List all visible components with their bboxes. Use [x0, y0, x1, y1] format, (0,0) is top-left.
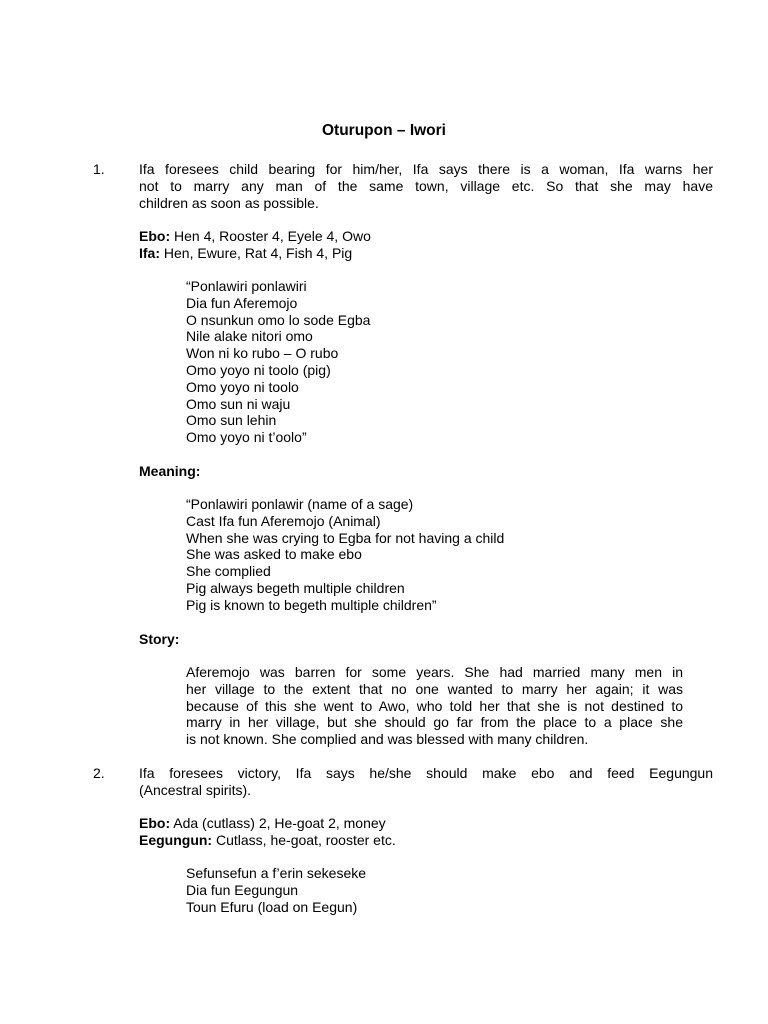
section-2-number: 2.	[93, 765, 105, 781]
meaning-line: She was asked to make ebo	[186, 546, 362, 563]
ebo-label: Ebo:	[139, 815, 171, 831]
section-1-number: 1.	[93, 161, 105, 177]
ebo-value: Ada (cutlass) 2, He-goat 2, money	[170, 815, 386, 831]
verse-line: O nsunkun omo lo sode Egba	[186, 311, 371, 328]
section-1-story	[186, 664, 683, 748]
ebo-label: Ebo:	[139, 228, 171, 244]
story-line: marry in her village, but she should go far from the place to a place she	[186, 714, 683, 731]
intro-line: Ifa foresees victory, Ifa says he/she should make ebo and feed Eegungun	[139, 765, 713, 781]
section-1-offerings	[139, 228, 371, 262]
eegungun-value: Cutlass, he-goat, rooster etc.	[212, 831, 396, 848]
ifa-row	[139, 245, 371, 262]
verse-line: Omo yoyo ni toolo	[186, 378, 299, 395]
ifa-value: Hen, Ewure, Rat 4, Fish 4, Pig	[160, 244, 353, 261]
verse-line: Dia fun Aferemojo	[186, 294, 298, 311]
ebo-value: Hen 4, Rooster 4, Eyele 4, Owo	[170, 228, 371, 244]
section-2-offerings	[139, 815, 396, 849]
page-title: Oturupon – Iwori	[322, 122, 446, 139]
verse-line: Sefunsefun a f’erin sekeseke	[186, 865, 367, 881]
ebo-row	[139, 815, 396, 832]
story-line: Aferemojo was barren for some years. She had married many men in	[186, 664, 683, 680]
meaning-line: When she was crying to Egba for not having a child	[186, 529, 505, 546]
intro-line: not to marry any man of the same town, village etc. So that she may have	[139, 177, 713, 194]
meaning-line: Pig always begeth multiple children	[186, 579, 405, 596]
meaning-line: Cast Ifa fun Aferemojo (Animal)	[186, 512, 381, 529]
verse-line: Won ni ko rubo – O rubo	[186, 345, 339, 362]
verse-line: Omo yoyo ni toolo (pig)	[186, 361, 331, 378]
eegungun-row	[139, 832, 396, 849]
verse-line: Toun Efuru (load on Eegun)	[186, 898, 358, 915]
story-line: because of this she went to Awo, who told her that she is not destined to	[186, 697, 683, 714]
verse-line: Nile alake nitori omo	[186, 328, 313, 345]
story-line: is not known. She complied and was blessed with many children.	[186, 731, 589, 748]
ebo-row	[139, 228, 371, 245]
intro-line: Ifa foresees child bearing for him/her, Ifa says there is a woman, Ifa warns her	[139, 161, 713, 177]
verse-line: Omo sun lehin	[186, 412, 277, 429]
story-heading: Story:	[139, 631, 180, 647]
meaning-heading: Meaning:	[139, 463, 201, 479]
meaning-line: Pig is known to begeth multiple children”	[186, 596, 437, 613]
meaning-line: “Ponlawiri ponlawir (name of a sage)	[186, 496, 414, 512]
verse-line: “Ponlawiri ponlawiri	[186, 278, 307, 294]
section-2-verse	[186, 865, 366, 915]
intro-line: children as soon as possible.	[139, 194, 319, 211]
story-line: her village to the extent that no one wanted to marry her again; it was	[186, 680, 683, 697]
verse-line: Omo sun ni waju	[186, 395, 291, 412]
section-2-intro	[139, 765, 713, 799]
verse-line: Dia fun Eegungun	[186, 881, 299, 898]
ifa-label: Ifa:	[139, 244, 160, 261]
verse-line: Omo yoyo ni t’oolo”	[186, 429, 307, 446]
meaning-line: She complied	[186, 563, 271, 580]
section-1-intro	[139, 161, 713, 211]
section-1-verse	[186, 278, 370, 446]
section-1-meaning	[186, 496, 504, 614]
intro-line: (Ancestral spirits).	[139, 781, 252, 798]
eegungun-label: Eegungun:	[139, 831, 213, 848]
